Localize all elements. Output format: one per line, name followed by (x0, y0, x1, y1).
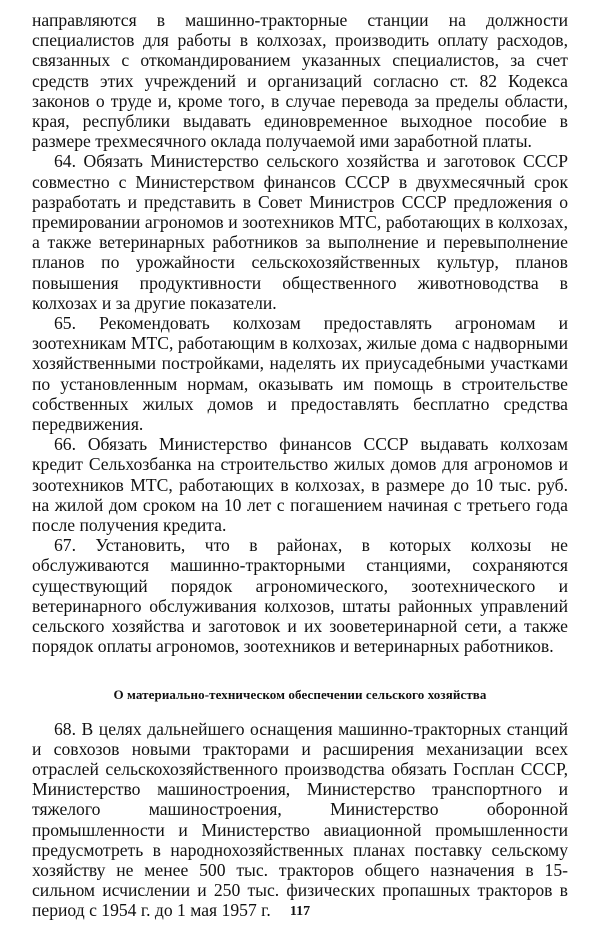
paragraph-64: 64. Обязать Министерство сельского хозяйства и заготовок СССР совместно с Министерством финансов СССР в двухмесячный срок разработать и представить в Совет Министров СССР предложения о премировании агрономов и зоотехников МТС, работающих в колхозах, а также ветеринарных работников за выполнение и перевыполнение планов по урожайности сельскохозяйственных культур, планов повышения продуктивности общественного животноводства в колхозах и за другие показатели. (32, 151, 568, 313)
page-number: 117 (289, 904, 311, 919)
paragraph-65: 65. Рекомендовать колхозам предоставлять агрономам и зоотехникам МТС, работающим в колхозах, жилые дома с надворными хозяйственными постройками, наделять их приусадебными участками по установленным нормам, оказывать им помощь в строительстве собственных жилых домов и предоставлять бесплатно средства передвижения. (32, 313, 568, 435)
section-heading: О материально-техническом обеспечении сельского хозяйства (113, 686, 487, 702)
document-page (32, 10, 568, 921)
paragraph-continuation: направляются в машинно-тракторные станции на должности специалистов для работы в колхозах, производить оплату расходов, связанных с откомандированием указанных специалистов, за счет средств этих учреждений и организаций согласно ст. 82 Кодекса законов о труде и, кроме того, в случае перевода за пределы области, края, республики выдавать единовременное выходное пособие в размере трехмесячного оклада получаемой ими заработной платы. (32, 10, 568, 152)
paragraph-68: 68. В целях дальнейшего оснащения машинно-тракторных станций и совхозов новыми тракторами и расширения механизации всех отраслей сельскохозяйственного производства обязать Госплан СССР, Министерство машиностроения, Министерство транспортного и тяжелого машиностроения, Министерство оборонной промышленности и Министерство авиационной промышленности предусмотреть в народнохозяйственных планах поставку сельскому хозяйству не менее 500 тыс. тракторов общего назначения в 15-сильном исчислении и 250 тыс. физических пропашных тракторов в период с 1954 г. до 1 мая 1957 г. (32, 718, 568, 921)
paragraph-66: 66. Обязать Министерство финансов СССР выдавать колхозам кредит Сельхозбанка на строительство жилых домов для агрономов и зоотехников МТС, работающих в колхозах, в размере до 10 тыс. руб. на жилой дом сроком на 10 лет с погашением начиная с третьего года после получения кредита. (32, 434, 568, 536)
paragraph-67: 67. Установить, что в районах, в которых колхозы не обслуживаются машинно-тракторными станциями, сохраняются существующий порядок агрономического, зоотехнического и ветеринарного обслуживания колхозов, штаты районных управлений сельского хозяйства и заготовок и их зооветеринарной сети, а также порядок оплаты агрономов, зоотехников и ветеринарных работников. (32, 535, 568, 657)
